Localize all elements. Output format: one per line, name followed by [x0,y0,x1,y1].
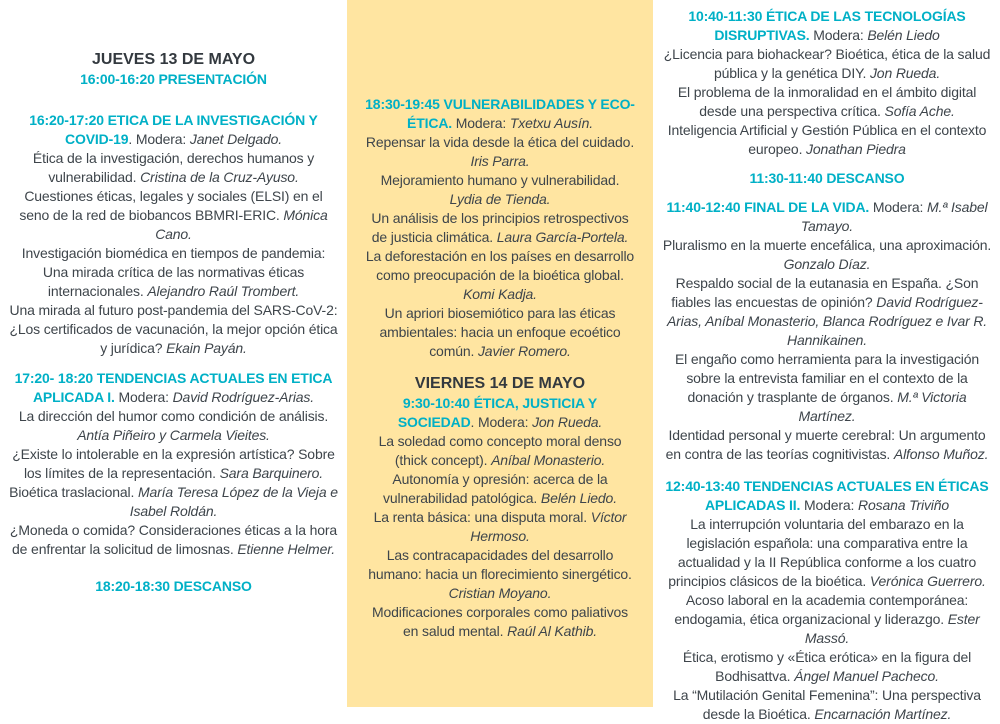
session-time-title: 17:20- 18:20 TENDENCIAS ACTUALES EN ETICA APLICADA I. [14,370,333,405]
speaker-name: Gonzalo Díaz. [783,256,871,272]
talk-title-text: La interrupción voluntaria del embarazo en la legislación española: una comparativa entre la actualidad y la II República conforme a los cuatro principios clásicos de la bioética. [668,516,977,589]
talk-title-text: Las contracapacidades del desarrollo humano: hacia un florecimiento sinergético. [368,547,632,582]
speaker-name: Jonathan Piedra [806,141,906,157]
session-time-title: 12:40-13:40 TENDENCIAS ACTUALES EN ÉTICAS APLICADAS II. [665,478,989,513]
program-entry [8,407,339,445]
program-entry [659,198,995,236]
program-entry [659,426,995,464]
program-entry [365,209,635,247]
speaker-name: Encarnación Martínez. [814,706,952,722]
talk-title-text: Respaldo social de la eutanasia en España. ¿Son fiables las encuestas de opinión? [671,275,979,310]
program-entry [659,45,995,83]
talk-title-text: La soledad como concepto moral denso (thick concept). [378,433,622,468]
talk-title-text: Inteligencia Artificial y Gestión Pública en el contexto europeo. [667,122,987,157]
timeslot-heading: 11:30-11:40 DESCANSO [749,170,905,186]
speaker-name: Jon Rueda. [532,414,603,430]
talk-title-text: La deforestación en los países en desarrollo como preocupación de la bioética global. [365,248,635,283]
day-heading: JUEVES 13 DE MAYO [91,51,256,68]
talk-title-text: Investigación biomédica en tiempos de pandemia: Una mirada crítica de las normativas éticas internacionales. [21,245,326,299]
speaker-name: Sara Barquinero. [219,465,324,481]
spacer [659,464,995,477]
program-entry [8,369,339,407]
talk-title-text: La “Mutilación Genital Femenina”: Una perspectiva desde la Bioética. [673,687,981,722]
program-entry [8,483,339,521]
spacer [8,89,339,111]
spacer [365,361,635,374]
speaker-name: Víctor Hermoso. [470,509,627,544]
talk-title-text: Ética de la investigación, derechos humanos y vulnerabilidad. [32,150,315,185]
program-entry [365,171,635,209]
speaker-name: Jon Rueda. [869,65,941,81]
program-entry [365,95,635,133]
spacer [659,159,995,169]
talk-title-text: Acoso laboral en la academia contemporánea: endogamia, ética organizacional y liderazgo. [674,592,969,627]
talk-title-text: Bioética traslacional. [9,484,138,500]
speaker-name: Laura García-Portela. [496,229,629,245]
program-entry [365,304,635,361]
speaker-name: Komi Kadja. [463,286,537,302]
program-entry [365,133,635,171]
talk-title-text: ¿Moneda o comida? Consideraciones éticas a la hora de enfrentar la solicitud de limosnas. [9,522,338,557]
talk-title-text: El problema de la inmoralidad en el ámbito digital desde una perspectiva crítica. [677,84,977,119]
speaker-name: Janet Delgado. [189,131,282,147]
speaker-name: David Rodríguez-Arias. [172,389,315,405]
speaker-name: M.ª Isabel Tamayo. [800,199,988,234]
talk-title-text: Modera: [800,497,859,513]
program-entry [659,515,995,591]
panel-right [653,0,1000,722]
panel-middle [347,0,653,707]
speaker-name: David Rodríguez-Arias, Aníbal Monasterio, Blanca Rodríguez e Ivar R. Hannikainen. [666,294,988,348]
spacer [8,559,339,577]
speaker-name: Rosana Triviño [858,497,950,513]
speaker-name: Belén Liedo. [540,490,617,506]
program-entry [365,432,635,470]
speaker-name: Ekain Payán. [166,340,247,356]
program-entry [659,274,995,350]
program-entry [365,470,635,508]
speaker-name: Raúl Al Kathib. [507,623,597,639]
speaker-name: Ester Massó. [804,611,980,646]
program-entry [659,648,995,686]
talk-title-text: Un análisis de los principios retrospectivos de justicia climática. [371,210,629,245]
speaker-name: Antía Piñeiro y Carmela Vieites. [77,427,270,443]
session-time-title: 18:30-19:45 VULNERABILIDADES Y ECO-ÉTICA. [365,96,635,131]
program-entry [659,121,995,159]
speaker-name: Mónica Cano. [155,207,328,242]
speaker-name: Sofía Ache. [884,103,955,119]
talk-title-text: La dirección del humor como condición de análisis. [18,408,329,424]
talk-title-text: El engaño como herramienta para la investigación sobre la entrevista familiar en el contexto de la donación y trasplante de órganos. [674,351,980,405]
talk-title-text: Modera: [869,199,927,215]
speaker-name: M.ª Victoria Martínez. [798,389,967,424]
talk-title-text: Modificaciones corporales como paliativos en salud mental. [371,604,629,639]
speaker-name: Lydia de Tienda. [449,191,551,207]
talk-title-text: ¿Licencia para biohackear? Bioética, ética de la salud pública y la genética DIY. [663,46,991,81]
session-time-title: 10:40-11:30 ÉTICA DE LAS TECNOLOGÍAS DISRUPTIVAS. [688,8,966,43]
program-entry [659,591,995,648]
talk-title-text: . Modera: [128,131,190,147]
program-entry [8,445,339,483]
speaker-name: Txetxu Ausín. [509,115,593,131]
speaker-name: Etienne Helmer. [237,541,335,557]
speaker-name: Javier Romero. [477,343,571,359]
speaker-name: Cristina de la Cruz-Ayuso. [140,169,299,185]
talk-title-text: Un apriori biosemiótico para las éticas ambientales: hacia un enfoque ecoético común. [379,305,621,359]
program-entry [659,83,995,121]
session-time-title: 11:40-12:40 FINAL DE LA VIDA. [666,199,870,215]
day-heading: VIERNES 14 DE MAYO [414,375,586,392]
program-entry [8,187,339,244]
speaker-name: Iris Parra. [470,153,530,169]
speaker-name: Aníbal Monasterio. [491,452,606,468]
program-entry [659,686,995,724]
program-entry [365,394,635,432]
talk-title-text: Pluralismo en la muerte encefálica, una aproximación. [662,237,992,253]
talk-title-text: Modera: [809,27,868,43]
program-entry [365,603,635,641]
panel-left [0,0,347,707]
program-entry [8,149,339,187]
speaker-name: Ángel Manuel Pacheco. [794,668,939,684]
program-entry [8,521,339,559]
talk-title-text: Autonomía y opresión: acerca de la vulnerabilidad patológica. [383,471,608,506]
talk-title-text: . Modera: [470,414,533,430]
session-time-title: 9:30-10:40 ÉTICA, JUSTICIA Y SOCIEDAD [397,395,598,430]
timeslot-heading: 16:00-16:20 PRESENTACIÓN [80,71,267,87]
talk-title-text: ¿Existe lo intolerable en la expresión artística? Sobre los límites de la representación. [12,446,335,481]
talk-title-text: Una mirada al futuro post-pandemia del SARS-CoV-2: ¿Los certificados de vacunación, la mejor opción ética y jurídica? [9,302,338,356]
program-entry [365,508,635,546]
program-entry [365,247,635,304]
speaker-name: Cristian Moyano. [448,585,552,601]
timeslot-heading: 18:20-18:30 DESCANSO [95,578,252,594]
talk-title-text: Modera: [114,389,173,405]
talk-title-text: Identidad personal y muerte cerebral: Un argumento en contra de las teorías cognitivistas. [665,427,986,462]
talk-title-text: Mejoramiento humano y vulnerabilidad. [380,172,620,188]
program-entry [659,7,995,45]
program-entry [8,301,339,358]
program-entry [365,546,635,603]
speaker-name: Alejandro Raúl Trombert. [147,283,300,299]
speaker-name: María Teresa López de la Vieja e Isabel Roldán. [129,484,338,519]
talk-title-text: Modera: [452,115,510,131]
talk-title-text: Ética, erotismo y «Ética erótica» en la figura del Bodhisattva. [682,649,972,684]
talk-title-text: Cuestiones éticas, legales y sociales (ELSI) en el seno de la red de biobancos BBMRI-ERIC. [19,188,323,223]
spacer [659,188,995,198]
program-entry [659,236,995,274]
talk-title-text: La renta básica: una disputa moral. [373,509,591,525]
speaker-name: Alfonso Muñoz. [893,446,989,462]
program-entry [8,244,339,301]
talk-title-text: Repensar la vida desde la ética del cuidado. [365,134,635,150]
speaker-name: Belén Liedo [867,27,940,43]
speaker-name: Verónica Guerrero. [869,573,986,589]
program-entry [659,350,995,426]
program-entry [659,477,995,515]
spacer [8,358,339,369]
session-time-title: 16:20-17:20 ETICA DE LA INVESTIGACIÓN Y COVID-19 [29,112,318,147]
program-entry [8,111,339,149]
